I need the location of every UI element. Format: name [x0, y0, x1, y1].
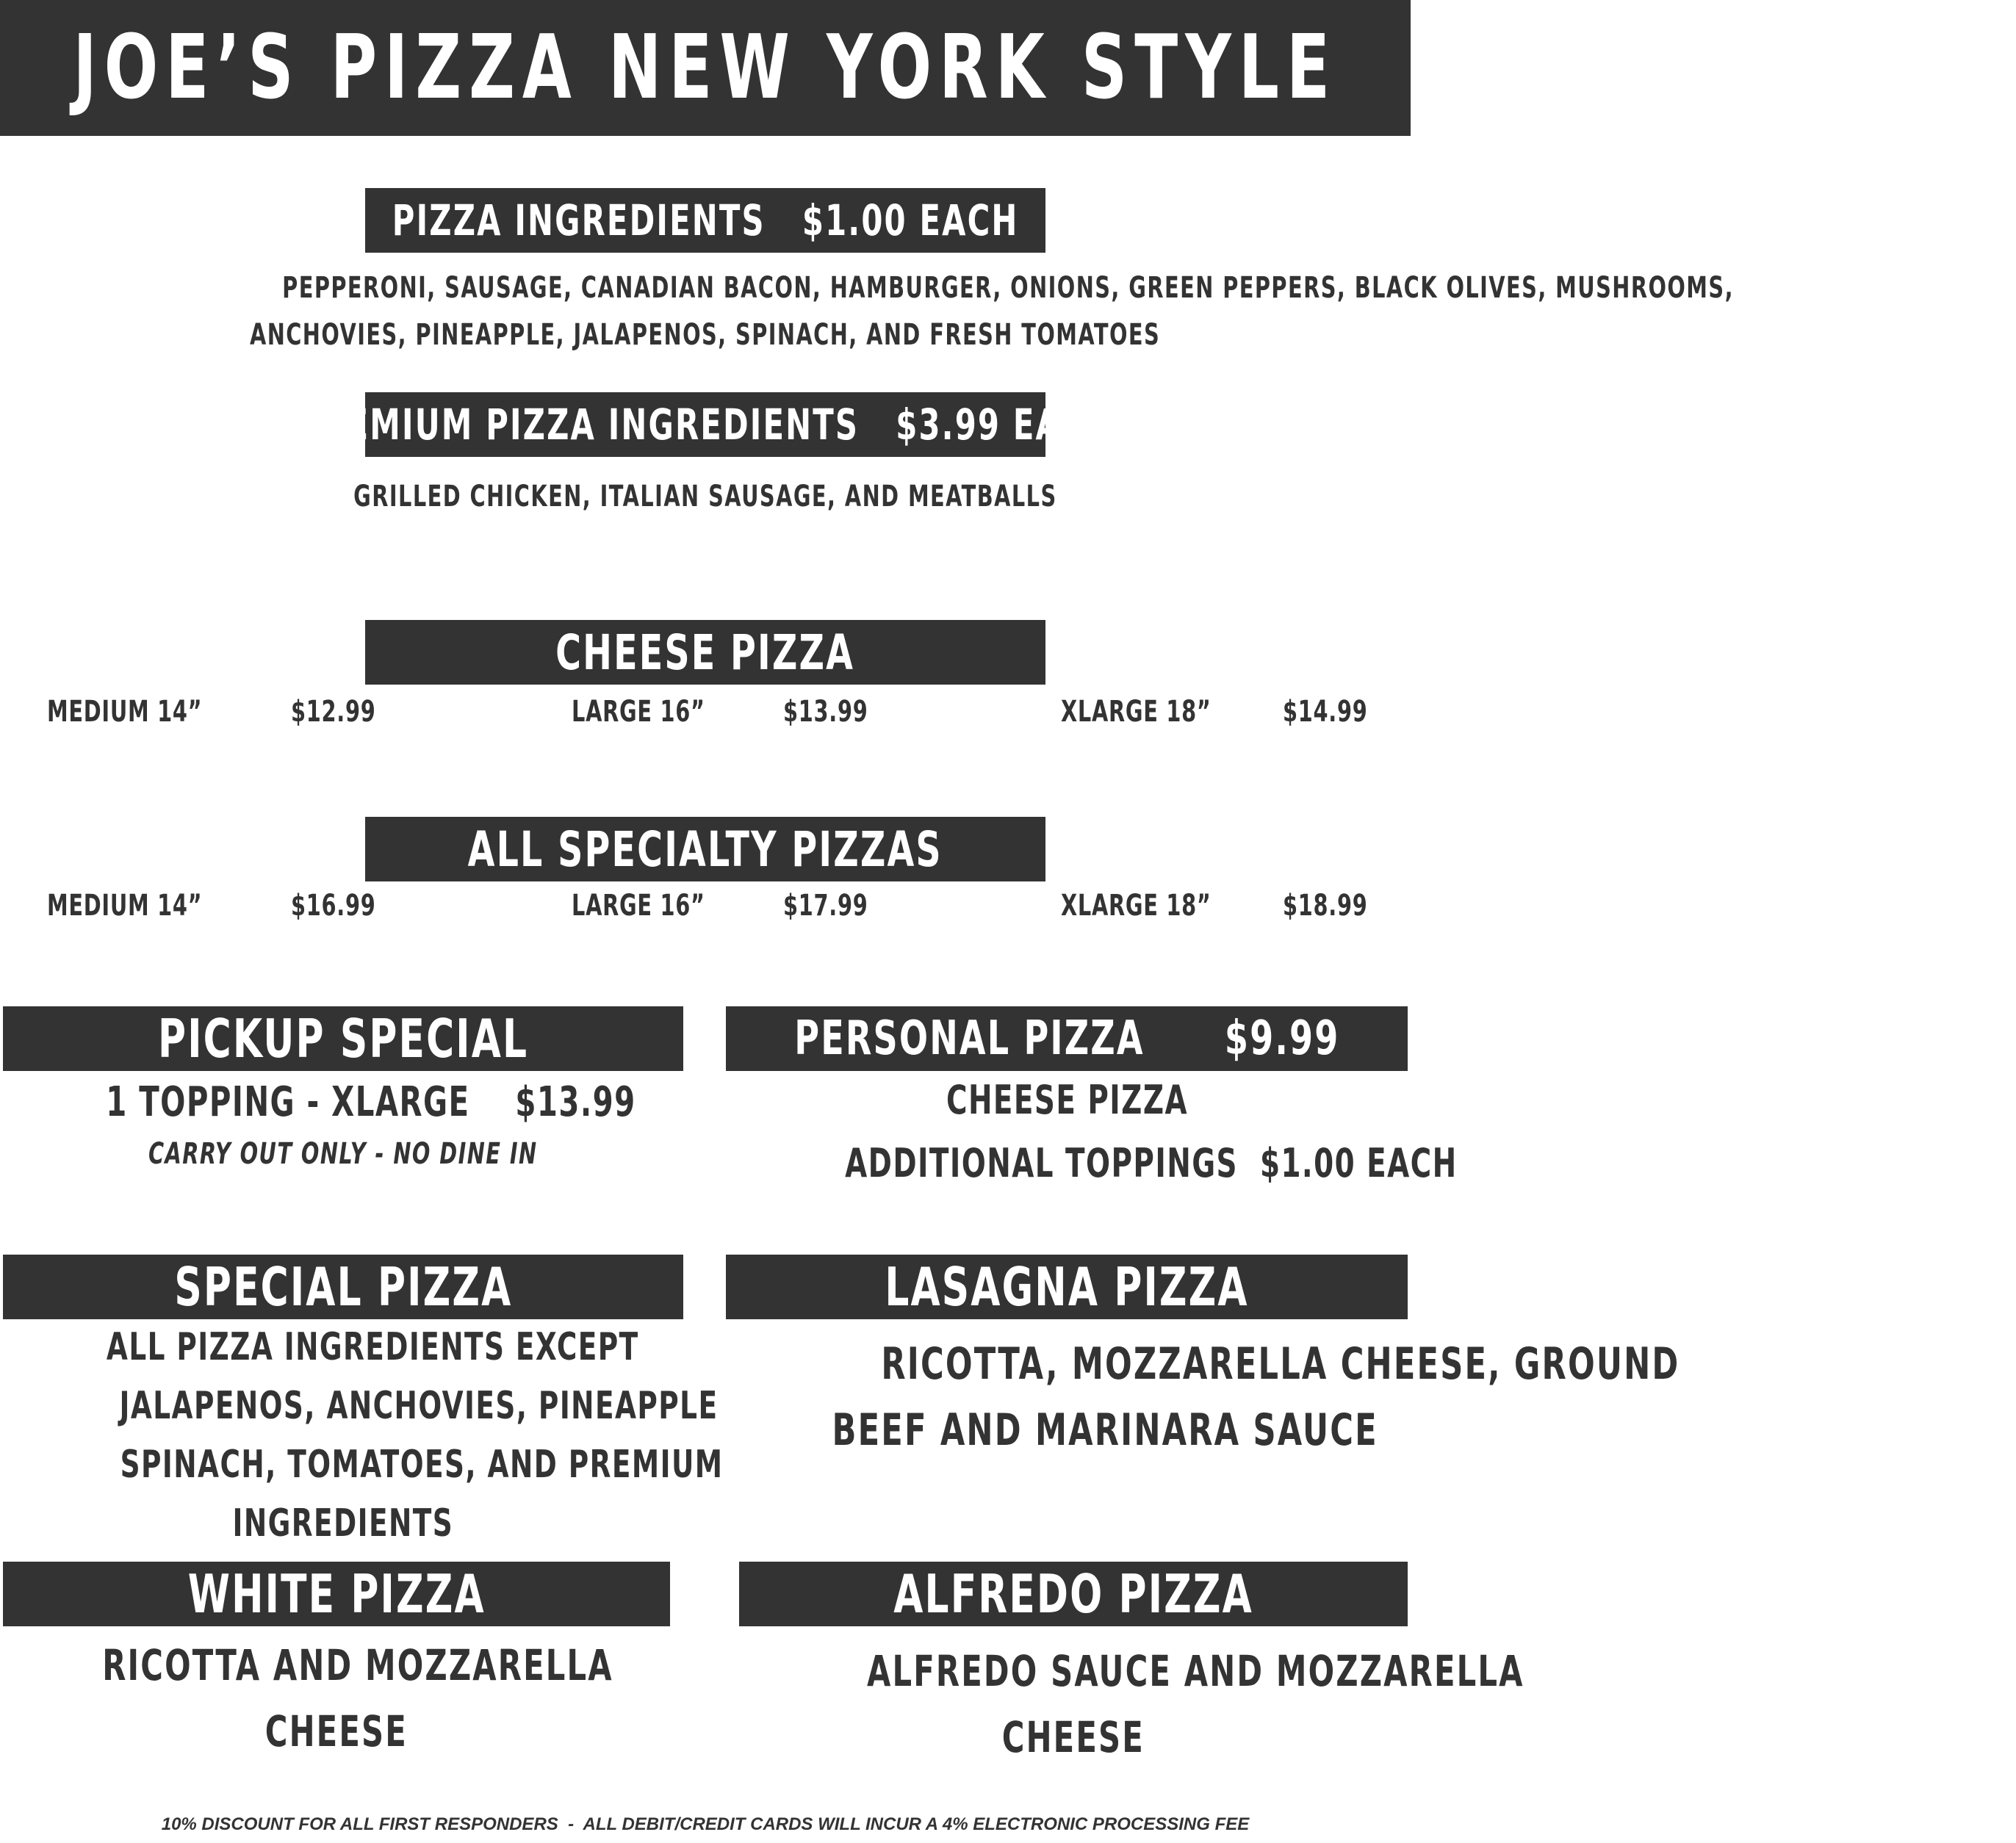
- ingredients-line-2: ANCHOVIES, PINEAPPLE, JALAPENOS, SPINACH, AND FRESH TOMATOES: [250, 318, 1161, 352]
- pizza-ingredients-header: [365, 188, 1045, 253]
- premium-ingredients-list: [0, 473, 1411, 520]
- specialty-xlarge-price: $18.99: [1283, 889, 1368, 923]
- white-pizza-description: [3, 1632, 670, 1764]
- cheese-xlarge-price: $14.99: [1283, 695, 1368, 729]
- lasagna-pizza-header: [726, 1255, 1408, 1319]
- white-pizza-heading: WHITE PIZZA: [187, 1563, 486, 1625]
- menu-title-banner: [0, 0, 1411, 136]
- premium-ingredients-header: [298, 392, 1113, 457]
- white-pizza-header: [3, 1562, 670, 1626]
- pickup-special-note: CARRY OUT ONLY - NO DINE IN: [148, 1137, 538, 1171]
- alfredo-pizza-heading: ALFREDO PIZZA: [893, 1563, 1253, 1625]
- alfredo-pizza-description: [739, 1638, 1524, 1770]
- personal-pizza-line-2: ADDITIONAL TOPPINGS $1.00 EACH: [845, 1140, 1458, 1186]
- special-pizza-line: SPINACH, TOMATOES, AND PREMIUM: [120, 1443, 724, 1487]
- lasagna-pizza-line: RICOTTA, MOZZARELLA CHEESE, GROUND: [881, 1338, 1680, 1390]
- lasagna-pizza-line: BEEF AND MARINARA SAUCE: [832, 1404, 1378, 1456]
- premium-line-1: GRILLED CHICKEN, ITALIAN SAUSAGE, AND MEATBALLS: [353, 480, 1057, 513]
- cheese-xlarge-label: XLARGE 18”: [1061, 695, 1212, 729]
- lasagna-pizza-description: [726, 1331, 1680, 1463]
- cheese-pizza-heading: CHEESE PIZZA: [555, 624, 855, 681]
- special-pizza-line: INGREDIENTS: [232, 1501, 454, 1546]
- special-pizza-header: [3, 1255, 683, 1319]
- lasagna-pizza-heading: LASAGNA PIZZA: [885, 1256, 1249, 1318]
- pickup-special-offer: 1 TOPPING - XLARGE $13.99: [106, 1078, 636, 1126]
- specialty-medium-label: MEDIUM 14”: [47, 889, 203, 923]
- footer-text: 10% DISCOUNT FOR ALL FIRST RESPONDERS - ALL DEBIT/CREDIT CARDS WILL INCUR A 4% ELECTRONIC PROCESSING FEE: [161, 1814, 1250, 1834]
- cheese-medium-price: $12.99: [291, 695, 376, 729]
- alfredo-pizza-line: ALFREDO SAUCE AND MOZZARELLA: [866, 1646, 1524, 1696]
- cheese-large-price: $13.99: [783, 695, 868, 729]
- cheese-large-label: LARGE 16”: [572, 695, 705, 729]
- specialty-xlarge-label: XLARGE 18”: [1061, 889, 1212, 923]
- special-pizza-heading: SPECIAL PIZZA: [174, 1256, 512, 1318]
- ingredients-line-1: PEPPERONI, SAUSAGE, CANADIAN BACON, HAMBURGER, ONIONS, GREEN PEPPERS, BLACK OLIVES, MUSHROOMS,: [282, 271, 1734, 305]
- cheese-pizza-header: [365, 620, 1045, 685]
- pizza-ingredients-list: [0, 264, 1734, 358]
- footer-notice: [0, 1814, 1411, 1835]
- special-pizza-description: [3, 1318, 724, 1553]
- alfredo-pizza-header: [739, 1562, 1408, 1626]
- premium-ingredients-heading: PREMIUM PIZZA INGREDIENTS $3.99 EACH: [298, 400, 1113, 450]
- alfredo-pizza-line: CHEESE: [1001, 1712, 1145, 1762]
- specialty-large-price: $17.99: [783, 889, 868, 923]
- special-pizza-line: ALL PIZZA INGREDIENTS EXCEPT: [106, 1325, 639, 1369]
- specialty-medium-price: $16.99: [291, 889, 376, 923]
- pickup-special-header: [3, 1006, 683, 1071]
- pizza-ingredients-heading: PIZZA INGREDIENTS $1.00 EACH: [392, 195, 1019, 245]
- pickup-special-heading: PICKUP SPECIAL: [157, 1008, 529, 1070]
- cheese-medium-label: MEDIUM 14”: [47, 695, 203, 729]
- special-pizza-line: JALAPENOS, ANCHOVIES, PINEAPPLE: [119, 1384, 719, 1428]
- specialty-pizzas-header: [365, 817, 1045, 881]
- personal-pizza-header: [726, 1006, 1408, 1071]
- white-pizza-line: RICOTTA AND MOZZARELLA: [102, 1640, 613, 1690]
- menu-title: JOE’S PIZZA NEW YORK STYLE: [73, 17, 1338, 119]
- personal-pizza-line-1: CHEESE PIZZA: [946, 1077, 1188, 1123]
- personal-pizza-heading: PERSONAL PIZZA $9.99: [793, 1011, 1340, 1066]
- specialty-large-label: LARGE 16”: [572, 889, 705, 923]
- white-pizza-line: CHEESE: [264, 1706, 408, 1756]
- specialty-pizzas-heading: ALL SPECIALTY PIZZAS: [467, 820, 943, 878]
